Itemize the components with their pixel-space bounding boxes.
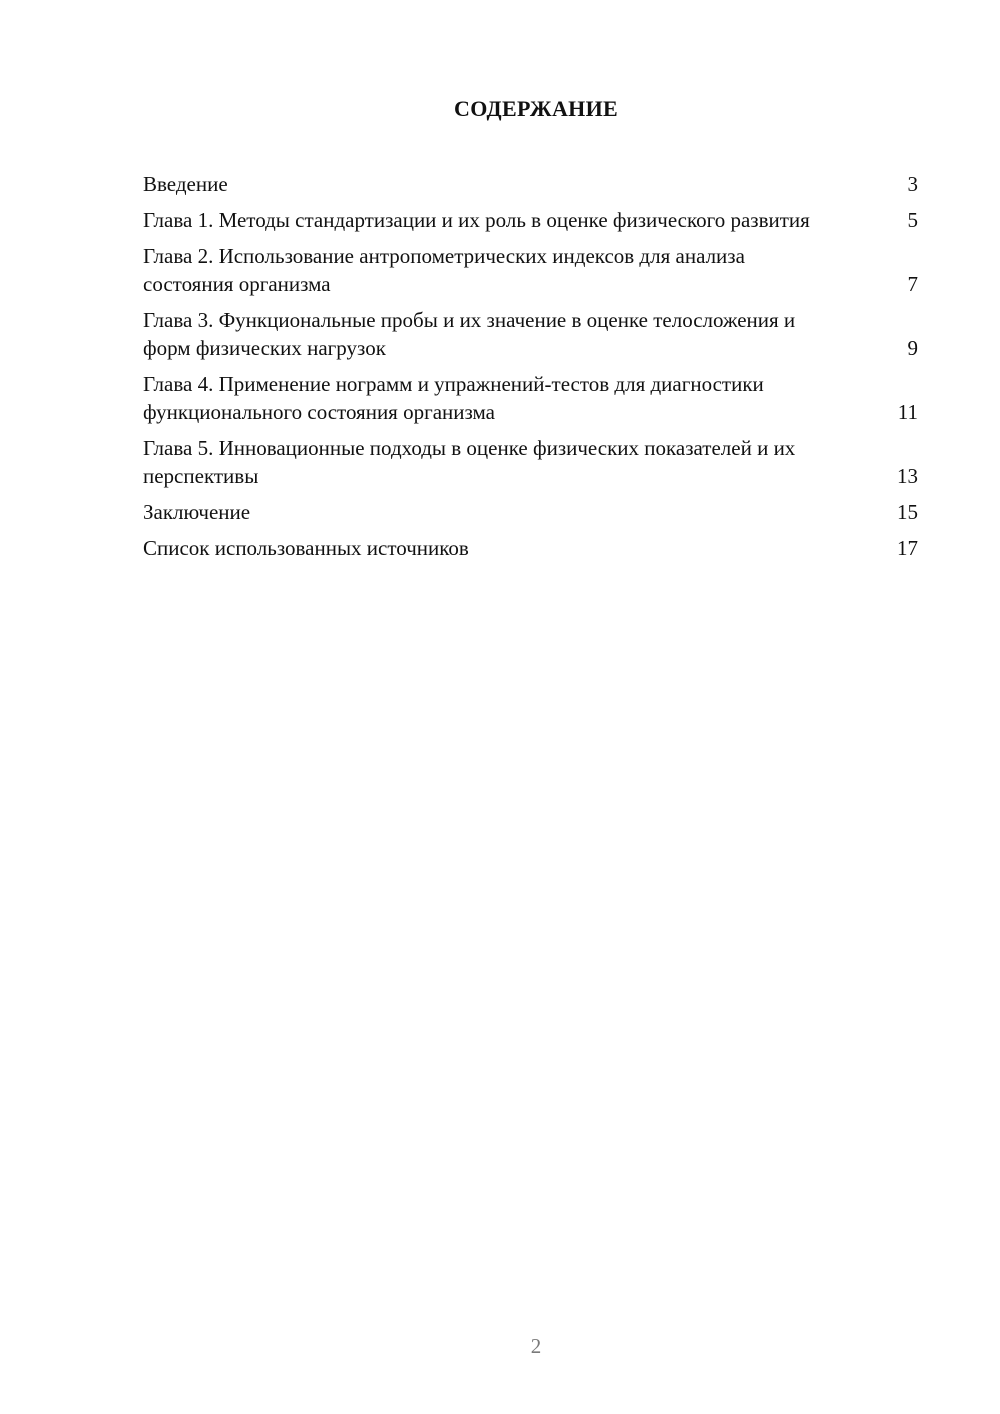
- toc-entry-references: [143, 534, 918, 562]
- toc-entry-page: 5: [907, 208, 918, 232]
- toc-entry-page: 3: [907, 172, 918, 196]
- toc-entry-page: 17: [897, 536, 918, 560]
- toc-entry-text: Глава 5. Инновационные подходы в оценке физических показателей и их перспективы: [143, 436, 796, 488]
- toc-entry-chapter-4: [143, 370, 918, 426]
- toc-entry-text: Глава 2. Использование антропометрических индексов для анализа состояния организма: [143, 244, 745, 296]
- table-of-contents: [143, 170, 918, 570]
- toc-entry-page: 11: [897, 400, 918, 424]
- toc-entry-chapter-3: [143, 306, 918, 362]
- toc-entry-introduction: [143, 170, 918, 198]
- toc-entry-page: 9: [907, 336, 918, 360]
- page-number: 2: [530, 1334, 542, 1358]
- toc-entry-text: Заключение: [143, 500, 251, 524]
- toc-entry-page: 15: [897, 500, 918, 524]
- toc-entry-page: 13: [897, 464, 918, 488]
- toc-entry-conclusion: [143, 498, 918, 526]
- toc-entry-text: Глава 4. Применение нограмм и упражнений-тестов для диагностики функционального состояния организма: [143, 372, 764, 424]
- toc-entry-chapter-1: [143, 206, 918, 234]
- toc-entry-text: Список использованных источников: [143, 536, 469, 560]
- toc-entry-chapter-2: [143, 242, 918, 298]
- toc-entry-text: Глава 3. Функциональные пробы и их значение в оценке телосложения и форм физических нагрузок: [143, 308, 796, 360]
- toc-entry-text: Глава 1. Методы стандартизации и их роль в оценке физического развития: [143, 208, 810, 232]
- toc-entry-page: 7: [907, 272, 918, 296]
- page-title: СОДЕРЖАНИЕ: [454, 96, 618, 121]
- toc-entry-text: Введение: [143, 172, 228, 196]
- toc-entry-chapter-5: [143, 434, 918, 490]
